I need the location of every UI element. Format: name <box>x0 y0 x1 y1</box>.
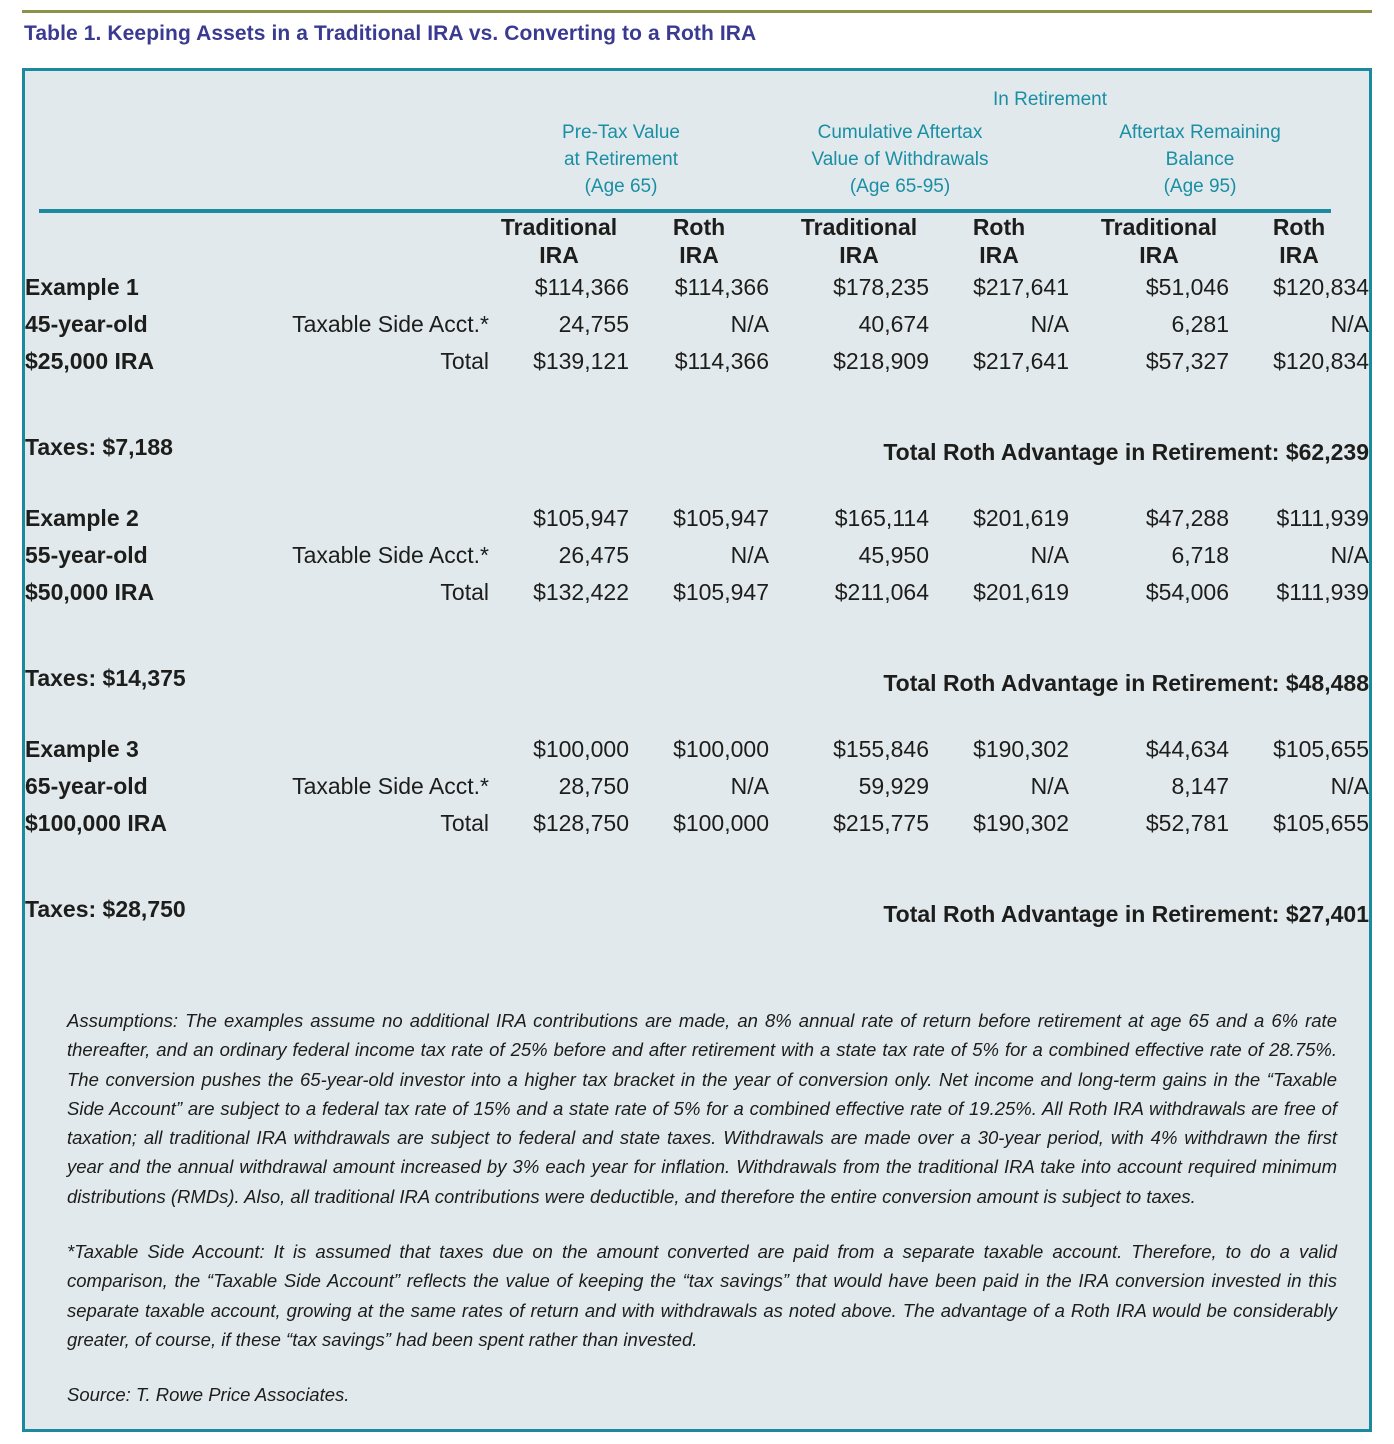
table-row <box>25 380 1369 466</box>
example-2-r1-c4: 6,718 <box>1171 542 1229 568</box>
group-header-aftertax-remaining-balance <box>1065 119 1335 200</box>
group-header-pretax-line1: Pre-Tax Value <box>562 122 680 143</box>
table-container <box>22 68 1372 1432</box>
taxable-side-account-note: *Taxable Side Account: It is assumed that taxes due on the amount converted are paid from a separate taxable account. Therefore, to do a valid comparison, the “Taxable Side Account” reflects the value of keeping the “tax savings” that would have been paid in the IRA conversion invested in this separate taxable account, growing at the same rates of return and with withdrawals as noted above. The advantage of a Roth IRA would be considerably greater, of course, if these “tax savings” had been spent rather than invested. <box>67 1241 1337 1350</box>
colhead-4-line2: IRA <box>1139 242 1179 268</box>
example-3-sub-2: Total <box>440 810 489 836</box>
example-1-r0-c3: $217,641 <box>973 274 1069 300</box>
example-1-r0-c2: $178,235 <box>833 274 929 300</box>
example-2-r2-c3: $201,619 <box>973 579 1069 605</box>
example-2-r0-c3: $201,619 <box>973 505 1069 531</box>
assumptions-note: Assumptions: The examples assume no additional IRA contributions are made, an 8% annual rate of return before retirement at age 65 and a 6% rate thereafter, and an ordinary federal income tax rate of 25% before and after retirement with a state tax rate of 5% for a combined effective rate of 28.75%. The conversion pushes the 65-year-old investor into a higher tax bracket in the year of conversion only. Net income and long-term gains in the “Taxable Side Account” are subject to a federal tax rate of 15% and a state rate of 5% for a combined effective rate of 19.25%. All Roth IRA withdrawals are free of taxation; all traditional IRA withdrawals are subject to federal and state taxes. Withdrawals are made over a 30-year period, with 4% withdrawn the first year and the annual withdrawal amount increased by 3% each year for inflation. Withdrawals from the traditional IRA take into account required minimum distributions (RMDs). Also, all traditional IRA contributions were deductible, and therefore the entire conversion amount is subject to taxes. <box>67 1010 1337 1207</box>
example-1-roth-advantage: Total Roth Advantage in Retirement: $62,239 <box>883 439 1369 465</box>
top-rule-divider <box>22 10 1372 13</box>
gap <box>769 768 789 805</box>
column-gap-2 <box>1069 213 1089 269</box>
colhead-0-line2: IRA <box>539 242 579 268</box>
example-1-r1-c2: 40,674 <box>858 311 929 337</box>
example-2-r1-c5: N/A <box>1330 542 1369 568</box>
example-3-r2-c3: $190,302 <box>973 810 1069 836</box>
group-header-cumulative-line3: (Age 65-95) <box>849 176 951 197</box>
gap <box>769 805 789 842</box>
block-spacer <box>25 466 1369 500</box>
table-row <box>25 269 1369 306</box>
example-1-r1-c1: N/A <box>730 311 769 337</box>
gap <box>1069 500 1089 537</box>
example-1-r2-c3: $217,641 <box>973 348 1069 374</box>
table-row <box>25 842 1369 928</box>
colhead-2-line2: IRA <box>839 242 879 268</box>
example-3-label-line-3: $100,000 IRA <box>25 810 167 836</box>
table-notes <box>67 1006 1337 1410</box>
table-row <box>25 500 1369 537</box>
example-2-r2-c2: $211,064 <box>834 579 929 605</box>
example-2-r2-c4: $54,006 <box>1145 579 1229 605</box>
data-grid <box>25 213 1369 928</box>
example-1-r1-c5: N/A <box>1330 311 1369 337</box>
example-3-r0-c3: $190,302 <box>973 736 1069 762</box>
colhead-5-line2: IRA <box>1279 242 1319 268</box>
column-header-balance-traditional <box>1089 213 1229 269</box>
column-header-row <box>25 213 1369 269</box>
group-header-cumulative-line2: Value of Withdrawals <box>811 149 989 170</box>
example-2-sub-1: Taxable Side Acct.* <box>292 542 489 568</box>
example-2-label-line-2: 55-year-old <box>25 542 148 568</box>
gap <box>769 500 789 537</box>
group-header-cumulative-aftertax <box>769 119 1031 200</box>
spacer-cell <box>25 466 1369 500</box>
example-2-r0-c0: $105,947 <box>533 505 629 531</box>
example-3-label-line-4: Taxes: $28,750 <box>25 896 186 922</box>
group-header-balance-line2: Balance <box>1165 149 1235 170</box>
example-3-r0-c1: $100,000 <box>673 736 769 762</box>
table-row <box>25 537 1369 574</box>
example-3-r0-c2: $155,846 <box>833 736 929 762</box>
colhead-3-line2: IRA <box>979 242 1019 268</box>
example-1-r1-c4: 6,281 <box>1171 311 1229 337</box>
example-2-r2-c1: $105,947 <box>673 579 769 605</box>
table-row <box>25 805 1369 842</box>
colhead-4-line1: Traditional <box>1100 214 1218 240</box>
example-2-r0-c5: $111,939 <box>1276 505 1369 531</box>
example-1-label-line-3: $25,000 IRA <box>25 348 155 374</box>
example-1-r2-c0: $139,121 <box>533 348 629 374</box>
column-header-cumulative-roth <box>929 213 1069 269</box>
example-2-r0-c1: $105,947 <box>673 505 769 531</box>
gap <box>1069 731 1089 768</box>
example-3-r2-c0: $128,750 <box>533 810 629 836</box>
example-2-sub-2: Total <box>440 579 489 605</box>
example-3-r1-c5: N/A <box>1330 773 1369 799</box>
group-header-balance-line3: (Age 95) <box>1163 176 1237 197</box>
example-3-r2-c2: $215,775 <box>833 810 929 836</box>
example-2-r1-c0: 26,475 <box>558 542 629 568</box>
group-header-pretax-line3: (Age 65) <box>584 176 658 197</box>
example-3-r2-c1: $100,000 <box>673 810 769 836</box>
example-1-r0-c0: $114,366 <box>534 274 629 300</box>
spacer-cell <box>25 697 1369 731</box>
table-row <box>25 574 1369 611</box>
gap <box>769 731 789 768</box>
column-header-pretax-roth <box>629 213 769 269</box>
colhead-2-line1: Traditional <box>800 214 918 240</box>
example-3-r1-c1: N/A <box>730 773 769 799</box>
gap <box>1069 574 1089 611</box>
example-2-r1-c3: N/A <box>1030 542 1069 568</box>
example-2-r2-c0: $132,422 <box>533 579 629 605</box>
column-header-spacer-sub <box>217 213 489 269</box>
page-title: Table 1. Keeping Assets in a Traditional IRA vs. Converting to a Roth IRA <box>24 22 757 45</box>
example-3-r1-c0: 28,750 <box>558 773 629 799</box>
group-header-cumulative-line1: Cumulative Aftertax <box>817 122 983 143</box>
example-1-r2-c2: $218,909 <box>833 348 929 374</box>
example-1-sub-1: Taxable Side Acct.* <box>292 311 489 337</box>
example-2-label-line-3: $50,000 IRA <box>25 579 155 605</box>
gap <box>769 269 789 306</box>
example-1-r1-c0: 24,755 <box>558 311 629 337</box>
example-1-r0-c5: $120,834 <box>1273 274 1369 300</box>
colhead-1-line1: Roth <box>672 214 726 240</box>
example-3-roth-advantage: Total Roth Advantage in Retirement: $27,401 <box>883 901 1369 927</box>
column-header-balance-roth <box>1229 213 1369 269</box>
gap <box>769 306 789 343</box>
example-2-r0-c2: $165,114 <box>834 505 929 531</box>
example-3-r1-c4: 8,147 <box>1171 773 1229 799</box>
gap <box>1069 343 1089 380</box>
column-header-pretax-traditional <box>489 213 629 269</box>
gap <box>1069 768 1089 805</box>
example-2-r1-c1: N/A <box>730 542 769 568</box>
example-1-sub-0 <box>217 269 489 306</box>
example-1-sub-2: Total <box>440 348 489 374</box>
example-1-r0-c4: $51,046 <box>1145 274 1229 300</box>
gap <box>769 343 789 380</box>
colhead-1-line2: IRA <box>679 242 719 268</box>
table-row <box>25 768 1369 805</box>
gap <box>1069 805 1089 842</box>
example-1-label-line-1: Example 1 <box>25 274 139 300</box>
table-row <box>25 611 1369 697</box>
column-header-band <box>25 71 1369 209</box>
example-1-r2-c5: $120,834 <box>1273 348 1369 374</box>
table-row <box>25 306 1369 343</box>
example-3-r0-c5: $105,655 <box>1273 736 1369 762</box>
table-row <box>25 343 1369 380</box>
gap <box>1069 306 1089 343</box>
colhead-0-line1: Traditional <box>500 214 618 240</box>
example-3-label-line-1: Example 3 <box>25 736 139 762</box>
comparison-table <box>25 213 1369 928</box>
gap <box>1069 269 1089 306</box>
gap <box>769 574 789 611</box>
example-1-r2-c1: $114,366 <box>674 348 769 374</box>
column-header-spacer-label <box>25 213 217 269</box>
example-3-r1-c3: N/A <box>1030 773 1069 799</box>
example-3-r1-c2: 59,929 <box>858 773 929 799</box>
example-2-r0-c4: $47,288 <box>1145 505 1229 531</box>
example-1-label-line-2: 45-year-old <box>25 311 148 337</box>
gap <box>769 537 789 574</box>
example-2-sub-0 <box>217 500 489 537</box>
colhead-3-line1: Roth <box>972 214 1026 240</box>
table-row <box>25 731 1369 768</box>
gap <box>1069 537 1089 574</box>
example-3-sub-0 <box>217 731 489 768</box>
example-3-r2-c5: $105,655 <box>1273 810 1369 836</box>
source-note: Source: T. Rowe Price Associates. <box>67 1384 350 1406</box>
group-header-balance-line1: Aftertax Remaining <box>1119 122 1281 143</box>
example-2-label-line-1: Example 2 <box>25 505 139 531</box>
example-3-label-line-2: 65-year-old <box>25 773 148 799</box>
example-3-r0-c0: $100,000 <box>533 736 629 762</box>
example-2-roth-advantage: Total Roth Advantage in Retirement: $48,488 <box>883 670 1369 696</box>
example-1-r2-c4: $57,327 <box>1145 348 1229 374</box>
colhead-5-line1: Roth <box>1272 214 1326 240</box>
block-spacer <box>25 697 1369 731</box>
example-3-r0-c4: $44,634 <box>1145 736 1229 762</box>
example-2-label-line-4: Taxes: $14,375 <box>25 665 186 691</box>
group-header-pretax-line2: at Retirement <box>563 149 679 170</box>
in-retirement-supergroup-label: In Retirement <box>992 89 1108 110</box>
example-3-r2-c4: $52,781 <box>1145 810 1229 836</box>
example-1-r0-c1: $114,366 <box>674 274 769 300</box>
example-2-r2-c5: $111,939 <box>1276 579 1369 605</box>
example-1-label-line-4: Taxes: $7,188 <box>25 434 173 460</box>
example-1-r1-c3: N/A <box>1030 311 1069 337</box>
example-2-r1-c2: 45,950 <box>858 542 929 568</box>
column-header-cumulative-traditional <box>789 213 929 269</box>
column-gap-1 <box>769 213 789 269</box>
example-3-sub-1: Taxable Side Acct.* <box>292 773 489 799</box>
group-header-pretax-value <box>491 119 751 200</box>
